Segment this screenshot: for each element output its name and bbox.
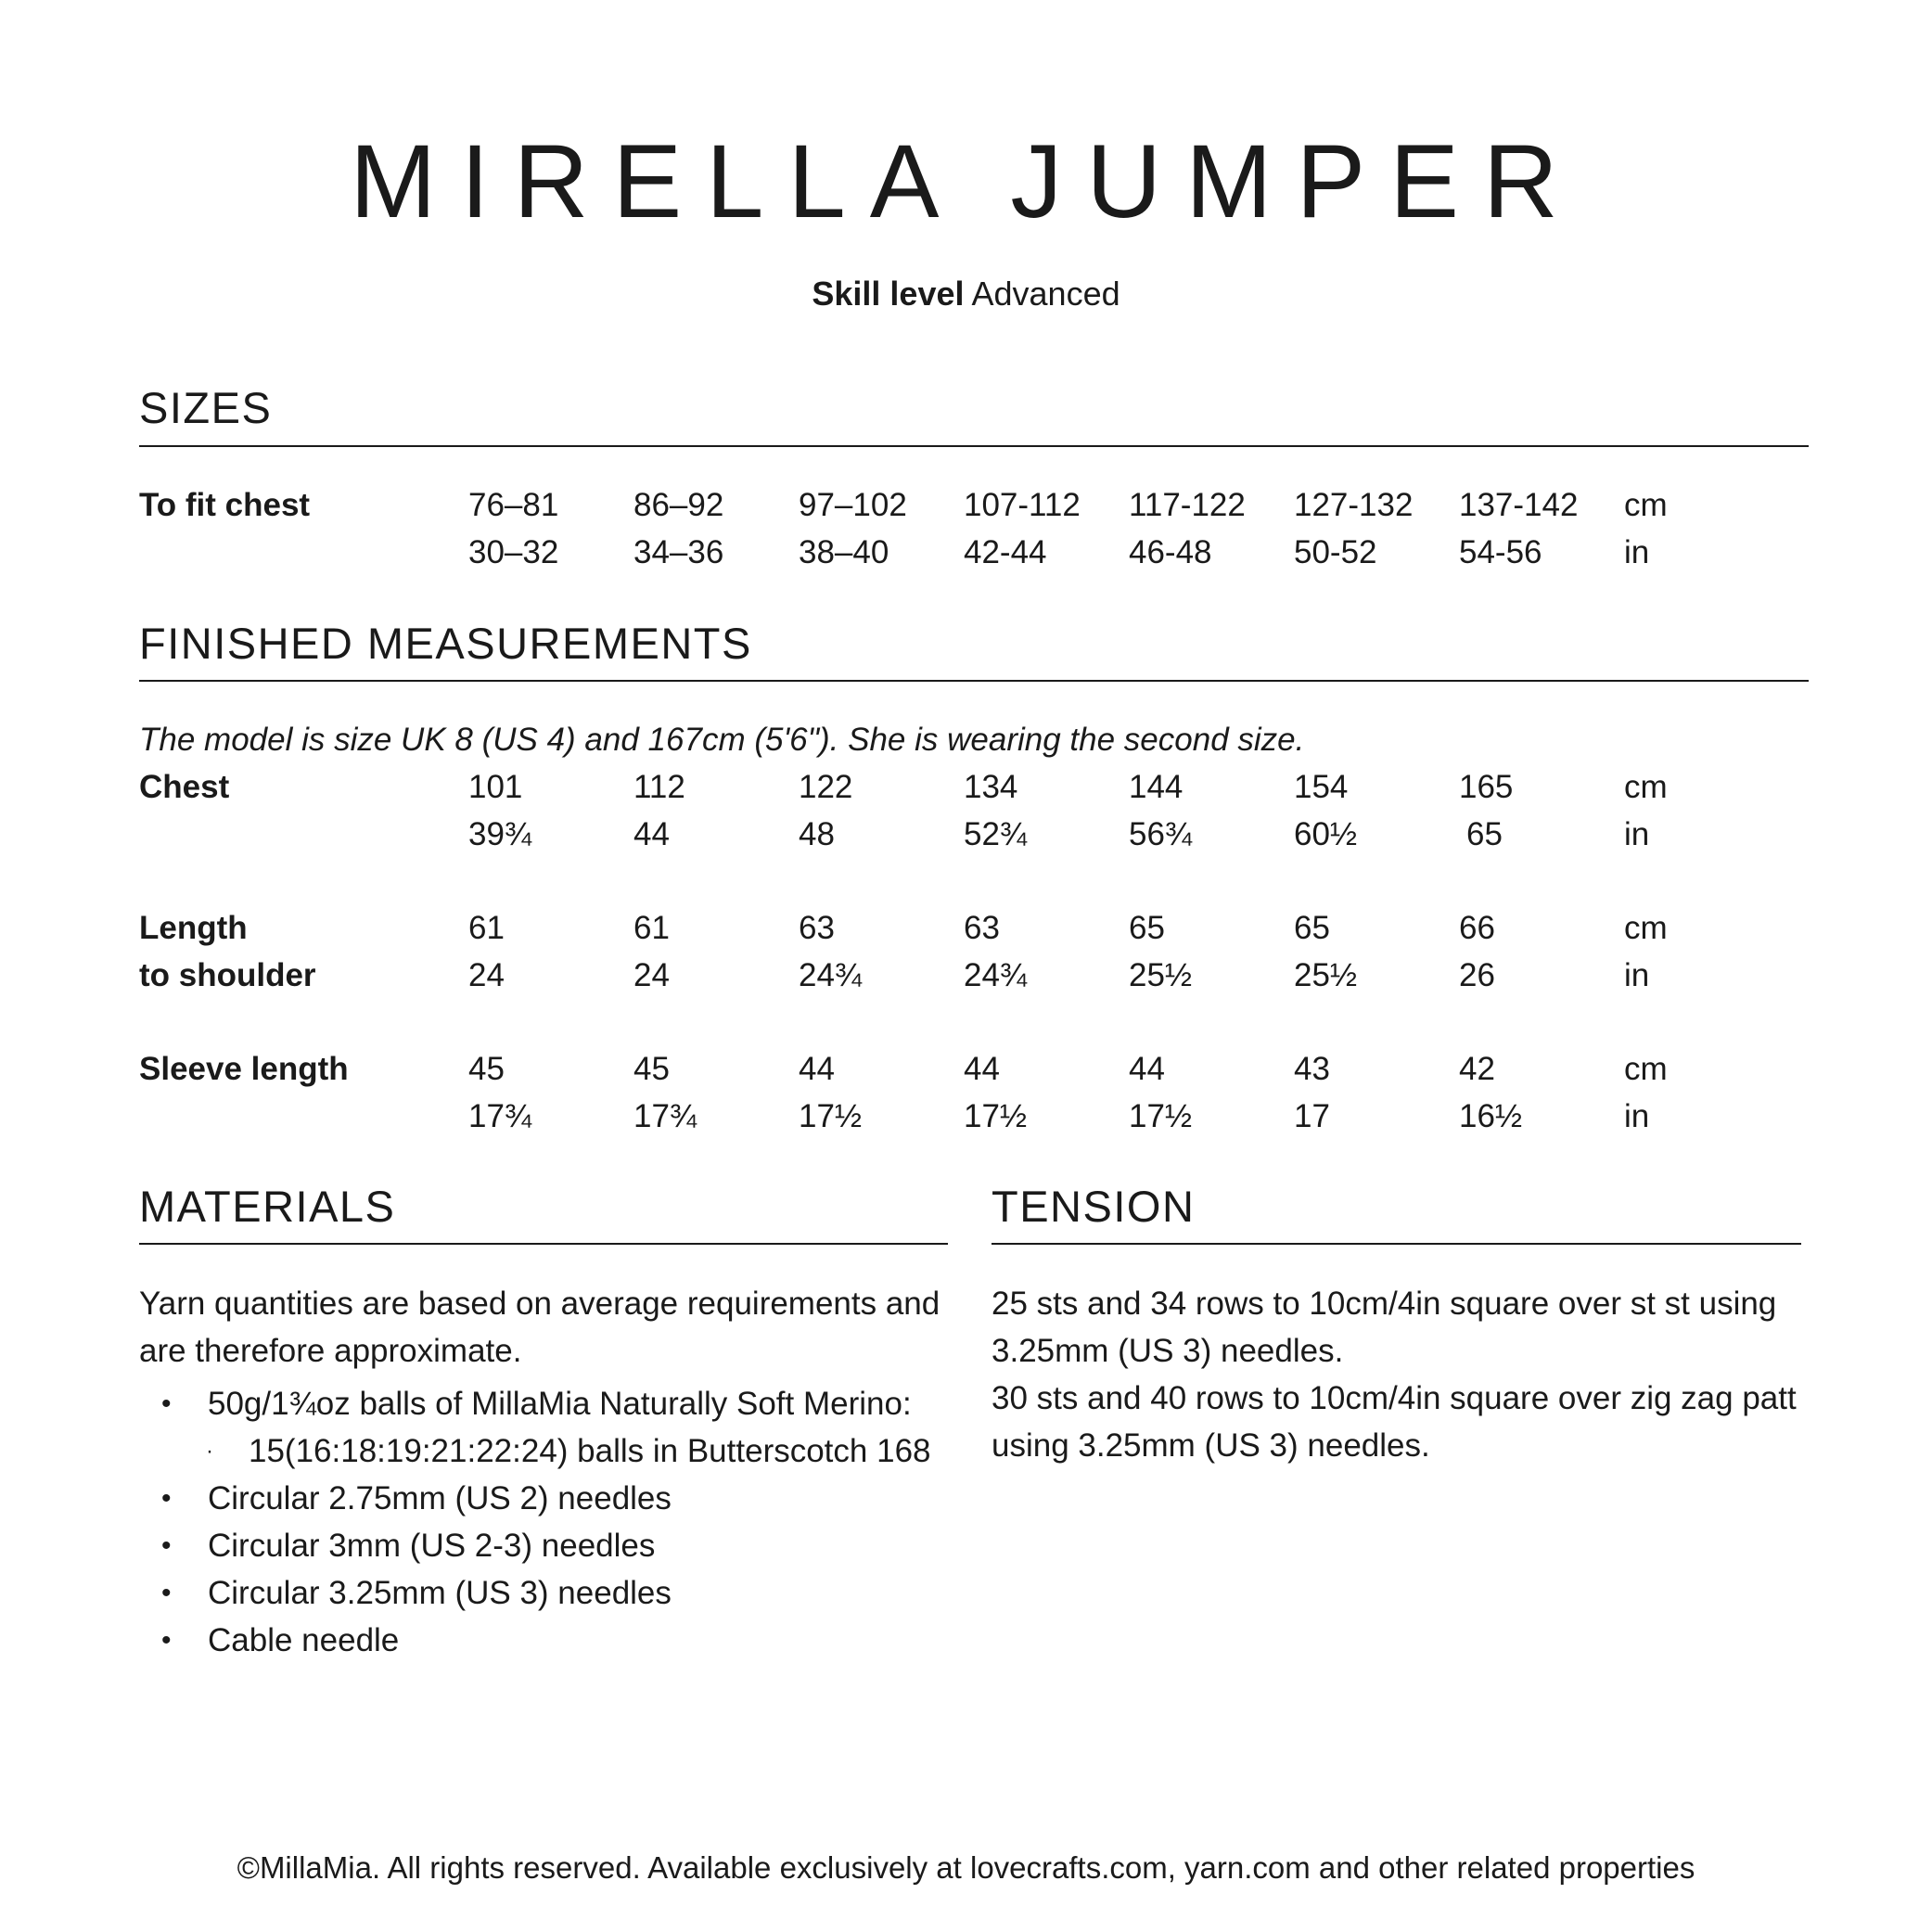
- size-value: 34–36: [633, 534, 724, 570]
- measurement-value: 24¾: [964, 957, 1028, 993]
- measurement-value: 16½: [1459, 1098, 1523, 1134]
- page-title: MIRELLA JUMPER: [350, 123, 1582, 239]
- measurement-value: 17: [1294, 1098, 1330, 1134]
- size-value: 54-56: [1459, 534, 1542, 570]
- row-label: to shoulder: [139, 957, 316, 993]
- skill-level-value: Advanced: [971, 275, 1120, 313]
- size-value: 97–102: [799, 487, 907, 523]
- measurement-value: 44: [633, 816, 670, 852]
- unit-label: cm: [1624, 1051, 1668, 1087]
- unit-label: cm: [1624, 910, 1668, 946]
- skill-level: [0, 275, 1932, 313]
- tension-line-1: 25 sts and 34 rows to 10cm/4in square over st st using 3.25mm (US 3) needles.: [992, 1286, 1777, 1369]
- row-label: Length: [139, 910, 248, 946]
- measurement-value: 24¾: [799, 957, 863, 993]
- row-label: Sleeve length: [139, 1051, 349, 1087]
- measurement-value: 24: [468, 957, 505, 993]
- measurement-value: 44: [964, 1051, 1000, 1087]
- row-label: To fit chest: [139, 487, 311, 523]
- measurement-value: 44: [799, 1051, 835, 1087]
- sizes-divider: [139, 445, 1809, 447]
- materials-divider: [139, 1243, 948, 1245]
- bullet-icon: ·: [206, 1439, 213, 1464]
- bullet-icon: •: [161, 1388, 172, 1419]
- measurement-value: 61: [633, 910, 670, 946]
- size-value: 38–40: [799, 534, 889, 570]
- model-note: The model is size UK 8 (US 4) and 167cm (5'6"). She is wearing the second size.: [139, 722, 1305, 758]
- measurement-value: 45: [633, 1051, 670, 1087]
- bullet-icon: •: [161, 1625, 172, 1656]
- measurement-value: 101: [468, 769, 523, 805]
- sizes-row-in: [139, 534, 1809, 581]
- measurement-value: 48: [799, 816, 835, 852]
- bullet-icon: •: [161, 1578, 172, 1608]
- measurement-value: 154: [1294, 769, 1349, 805]
- size-value: 50-52: [1294, 534, 1377, 570]
- size-value: 46-48: [1129, 534, 1212, 570]
- materials-heading: MATERIALS: [139, 1182, 396, 1231]
- measurement-value: 63: [964, 910, 1000, 946]
- measurement-value: 17½: [964, 1098, 1028, 1134]
- unit-label: in: [1624, 1098, 1650, 1134]
- size-value: 117-122: [1129, 487, 1246, 523]
- measurement-value: 122: [799, 769, 853, 805]
- measurement-value: 144: [1129, 769, 1184, 805]
- measurement-value: 66: [1459, 910, 1495, 946]
- sleeve-row-in: [139, 1098, 1809, 1145]
- skill-level-label: Skill level: [812, 275, 965, 313]
- measurement-value: 45: [468, 1051, 505, 1087]
- measurement-value: 17½: [799, 1098, 863, 1134]
- tension-divider: [992, 1243, 1801, 1245]
- measurement-value: 61: [468, 910, 505, 946]
- measurement-value: 26: [1459, 957, 1495, 993]
- measurement-value: 39¾: [468, 816, 532, 852]
- size-value: 107-112: [964, 487, 1081, 523]
- unit-label: in: [1624, 957, 1650, 993]
- size-value: 30–32: [468, 534, 559, 570]
- finished-divider: [139, 680, 1809, 682]
- unit-label: in: [1624, 816, 1650, 852]
- measurement-value: 17¾: [633, 1098, 697, 1134]
- measurement-value: 25½: [1129, 957, 1193, 993]
- bullet-icon: •: [161, 1483, 172, 1514]
- list-item-text: 50g/1¾oz balls of MillaMia Naturally Soft Merino:: [208, 1386, 912, 1422]
- measurement-value: 65: [1466, 816, 1503, 852]
- tension-line-2: 30 sts and 40 rows to 10cm/4in square over zig zag patt using 3.25mm (US 3) needles.: [992, 1380, 1797, 1464]
- chest-row-in: [139, 816, 1809, 863]
- measurement-value: 52¾: [964, 816, 1028, 852]
- measurement-value: 134: [964, 769, 1018, 805]
- length-row-cm: [139, 910, 1809, 956]
- sleeve-row-cm: [139, 1051, 1809, 1097]
- measurement-value: 24: [633, 957, 670, 993]
- unit-label: cm: [1624, 769, 1668, 805]
- row-label: Chest: [139, 769, 230, 805]
- list-item-text: Cable needle: [208, 1622, 400, 1658]
- unit-label: cm: [1624, 487, 1668, 523]
- measurement-value: 63: [799, 910, 835, 946]
- measurement-value: 65: [1129, 910, 1165, 946]
- list-item-text: Circular 3mm (US 2-3) needles: [208, 1528, 656, 1564]
- sizes-row-cm: [139, 487, 1809, 533]
- measurement-value: 43: [1294, 1051, 1330, 1087]
- tension-heading: TENSION: [992, 1182, 1196, 1231]
- length-row-in: [139, 957, 1809, 1004]
- copyright-footer: ©MillaMia. All rights reserved. Available exclusively at lovecrafts.com, yarn.com and other related properties: [237, 1850, 1695, 1885]
- measurement-value: 42: [1459, 1051, 1495, 1087]
- size-value: 42-44: [964, 534, 1047, 570]
- measurement-value: 25½: [1294, 957, 1358, 993]
- measurement-value: 17¾: [468, 1098, 532, 1134]
- size-value: 76–81: [468, 487, 559, 523]
- measurement-value: 112: [633, 769, 685, 805]
- measurement-value: 17½: [1129, 1098, 1193, 1134]
- finished-measurements-heading: FINISHED MEASUREMENTS: [139, 619, 752, 668]
- chest-row-cm: [139, 769, 1809, 815]
- sizes-heading: SIZES: [139, 383, 273, 432]
- size-value: 137-142: [1459, 487, 1579, 523]
- measurement-value: 60½: [1294, 816, 1358, 852]
- size-value: 86–92: [633, 487, 724, 523]
- list-item-text: 15(16:18:19:21:22:24) balls in Butterscotch 168: [249, 1433, 931, 1469]
- measurement-value: 56¾: [1129, 816, 1193, 852]
- measurement-value: 65: [1294, 910, 1330, 946]
- materials-intro: Yarn quantities are based on average requirements and are therefore approximate.: [139, 1286, 940, 1369]
- size-value: 127-132: [1294, 487, 1414, 523]
- unit-label: in: [1624, 534, 1650, 570]
- measurement-value: 165: [1459, 769, 1514, 805]
- measurement-value: 44: [1129, 1051, 1165, 1087]
- bullet-icon: •: [161, 1530, 172, 1561]
- list-item-text: Circular 2.75mm (US 2) needles: [208, 1480, 672, 1516]
- list-item-text: Circular 3.25mm (US 3) needles: [208, 1575, 672, 1611]
